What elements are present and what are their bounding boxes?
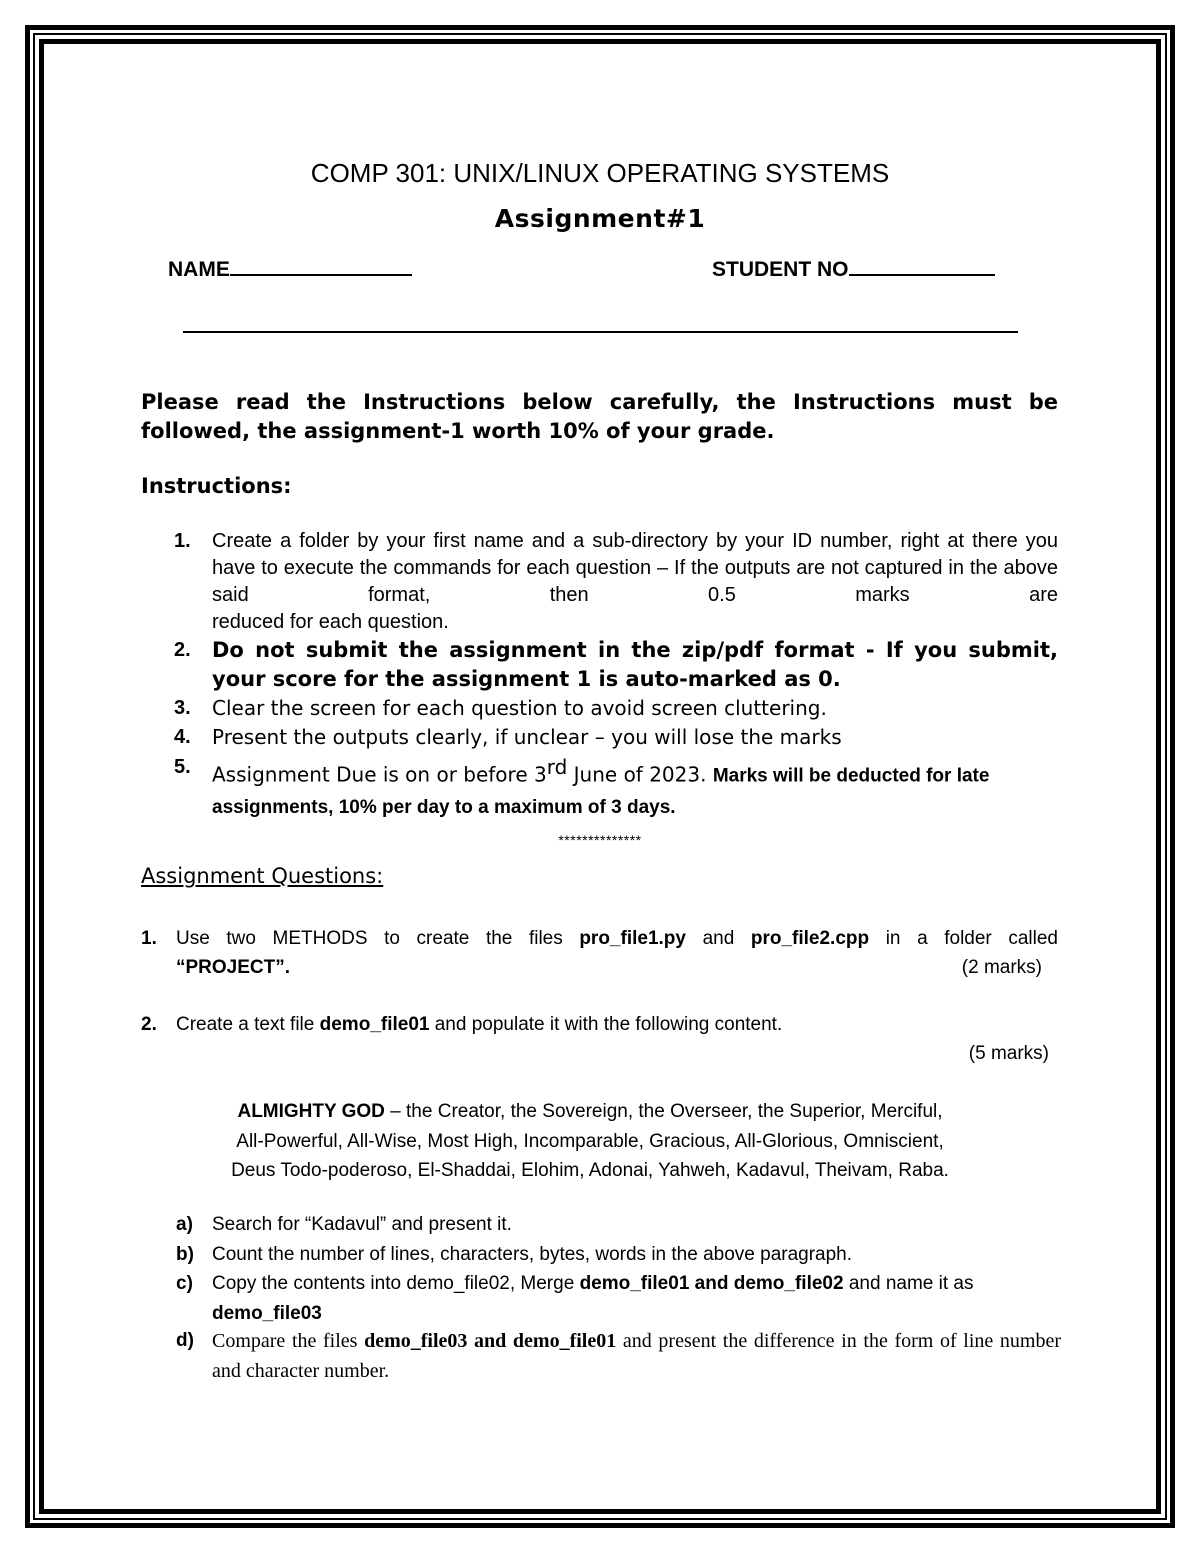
student-no-label: STUDENT NO [712,258,849,281]
file-name: demo_file01 [319,1014,430,1035]
question-number: 1. [141,928,157,949]
student-no-field[interactable] [712,256,995,282]
separator: ************** [558,832,642,848]
question-text: and populate it with the following content. [429,1014,783,1035]
question-text: Use two METHODS to create the files [176,928,580,949]
file-name: demo_file03 [212,1302,322,1324]
subquestion-text: Compare the files [212,1330,365,1352]
instruction-text: Do not submit the assignment in the zip/pdf format - If you submit, your score for the assignment 1 is auto-marked as 0. [212,638,1058,691]
instruction-number: 2. [174,639,191,661]
content-paragraph [0,1097,1190,1186]
file-name: pro_file1.py [579,928,686,949]
course-title: COMP 301: UNIX/LINUX OPERATING SYSTEMS [310,158,890,188]
subquestion-b [176,1240,1061,1270]
subquestion-a [176,1210,1061,1240]
assignment-title: Assignment#1 [494,204,706,233]
name-blank[interactable] [230,256,412,276]
instruction-text-last: reduced for each question. [212,611,449,633]
intro-paragraph: Please read the Instructions below carefully, the Instructions must be followed, the assignment-1 worth 10% of your grade. [141,390,1058,443]
content-text: – the Creator, the Sovereign, the Overseer, the Superior, Merciful, [384,1101,943,1122]
question-text: Create a text file [176,1014,320,1035]
instruction-item [141,752,1058,823]
file-names: demo_file03 and demo_file01 [364,1330,617,1352]
question-2 [141,1010,1058,1039]
question-text: and [685,928,751,949]
student-no-blank[interactable] [849,256,995,276]
question-1-line [141,953,1058,982]
instruction-text [212,752,1058,823]
instruction-item [141,528,1058,636]
questions-heading: Assignment Questions: [141,864,384,888]
name-field[interactable] [168,256,412,282]
instruction-text: Create a folder by your first name and a sub-directory by your ID number, right at there you have to execute the commands for each question – If the outputs are not captured in the above said format, then 0.5 marks are [212,530,1058,606]
instruction-text: Present the outputs clearly, if unclear – you will lose the marks [212,725,842,749]
subquestion-d [176,1326,1061,1386]
question-1 [141,924,1058,982]
marks-label: (5 marks) [968,1043,1049,1064]
subquestion-text: and present the difference in the form of line number and character number. [212,1330,1061,1382]
folder-name: “PROJECT”. [176,957,291,978]
question-text: in a folder called [869,928,1058,949]
subquestion-text: and name it as [843,1273,974,1294]
instruction-text: Clear the screen for each question to avoid screen cluttering. [212,696,827,720]
instruction-item [141,723,1058,752]
subquestion-label: b) [176,1243,194,1265]
subquestion-text: Count the number of lines, characters, bytes, words in the above paragraph. [212,1243,853,1265]
subquestion-text: Search for “Kadavul” and present it. [212,1214,512,1235]
subquestion-text: Copy the contents into demo_file02, Merge [212,1273,580,1294]
subquestion-label: c) [176,1273,193,1294]
question-2-line [141,1010,1058,1039]
content-line: All-Powerful, All-Wise, Most High, Incomparable, Gracious, All-Glorious, Omniscient, [236,1130,944,1152]
instruction-item [141,694,1058,723]
due-superscript: rd [546,755,568,779]
late-penalty-text: Marks will be deducted for late assignments, 10% per day to a maximum of 3 days. [212,765,990,818]
subquestion-list [176,1210,1061,1328]
instructions-heading: Instructions: [141,474,292,498]
subquestion-label: a) [176,1214,193,1235]
content-line [0,1097,1190,1127]
instruction-number: 1. [174,530,191,552]
marks-label: (2 marks) [961,957,1042,978]
instruction-item [141,636,1058,694]
due-text-post: June of 2023. [567,762,713,787]
due-text: Assignment Due is on or before 3 [212,762,547,787]
question-1-line [141,924,1058,953]
content-line: Deus Todo-poderoso, El-Shaddai, Elohim, Adonai, Yahweh, Kadavul, Theivam, Raba. [231,1160,949,1181]
signature-rule [183,331,1018,333]
subquestion-label: d) [176,1330,194,1351]
file-names: demo_file01 and demo_file02 [579,1273,844,1294]
instruction-number: 3. [174,697,191,719]
instruction-number: 4. [174,726,191,748]
file-name: pro_file2.cpp [750,928,870,949]
instructions-list [141,528,1058,823]
name-label: NAME [168,258,230,281]
subquestion-c [176,1269,1061,1328]
content-lead: ALMIGHTY GOD [237,1101,385,1122]
instruction-number: 5. [174,756,191,778]
question-number: 2. [141,1014,157,1035]
subquestion-list-d [176,1326,1061,1386]
